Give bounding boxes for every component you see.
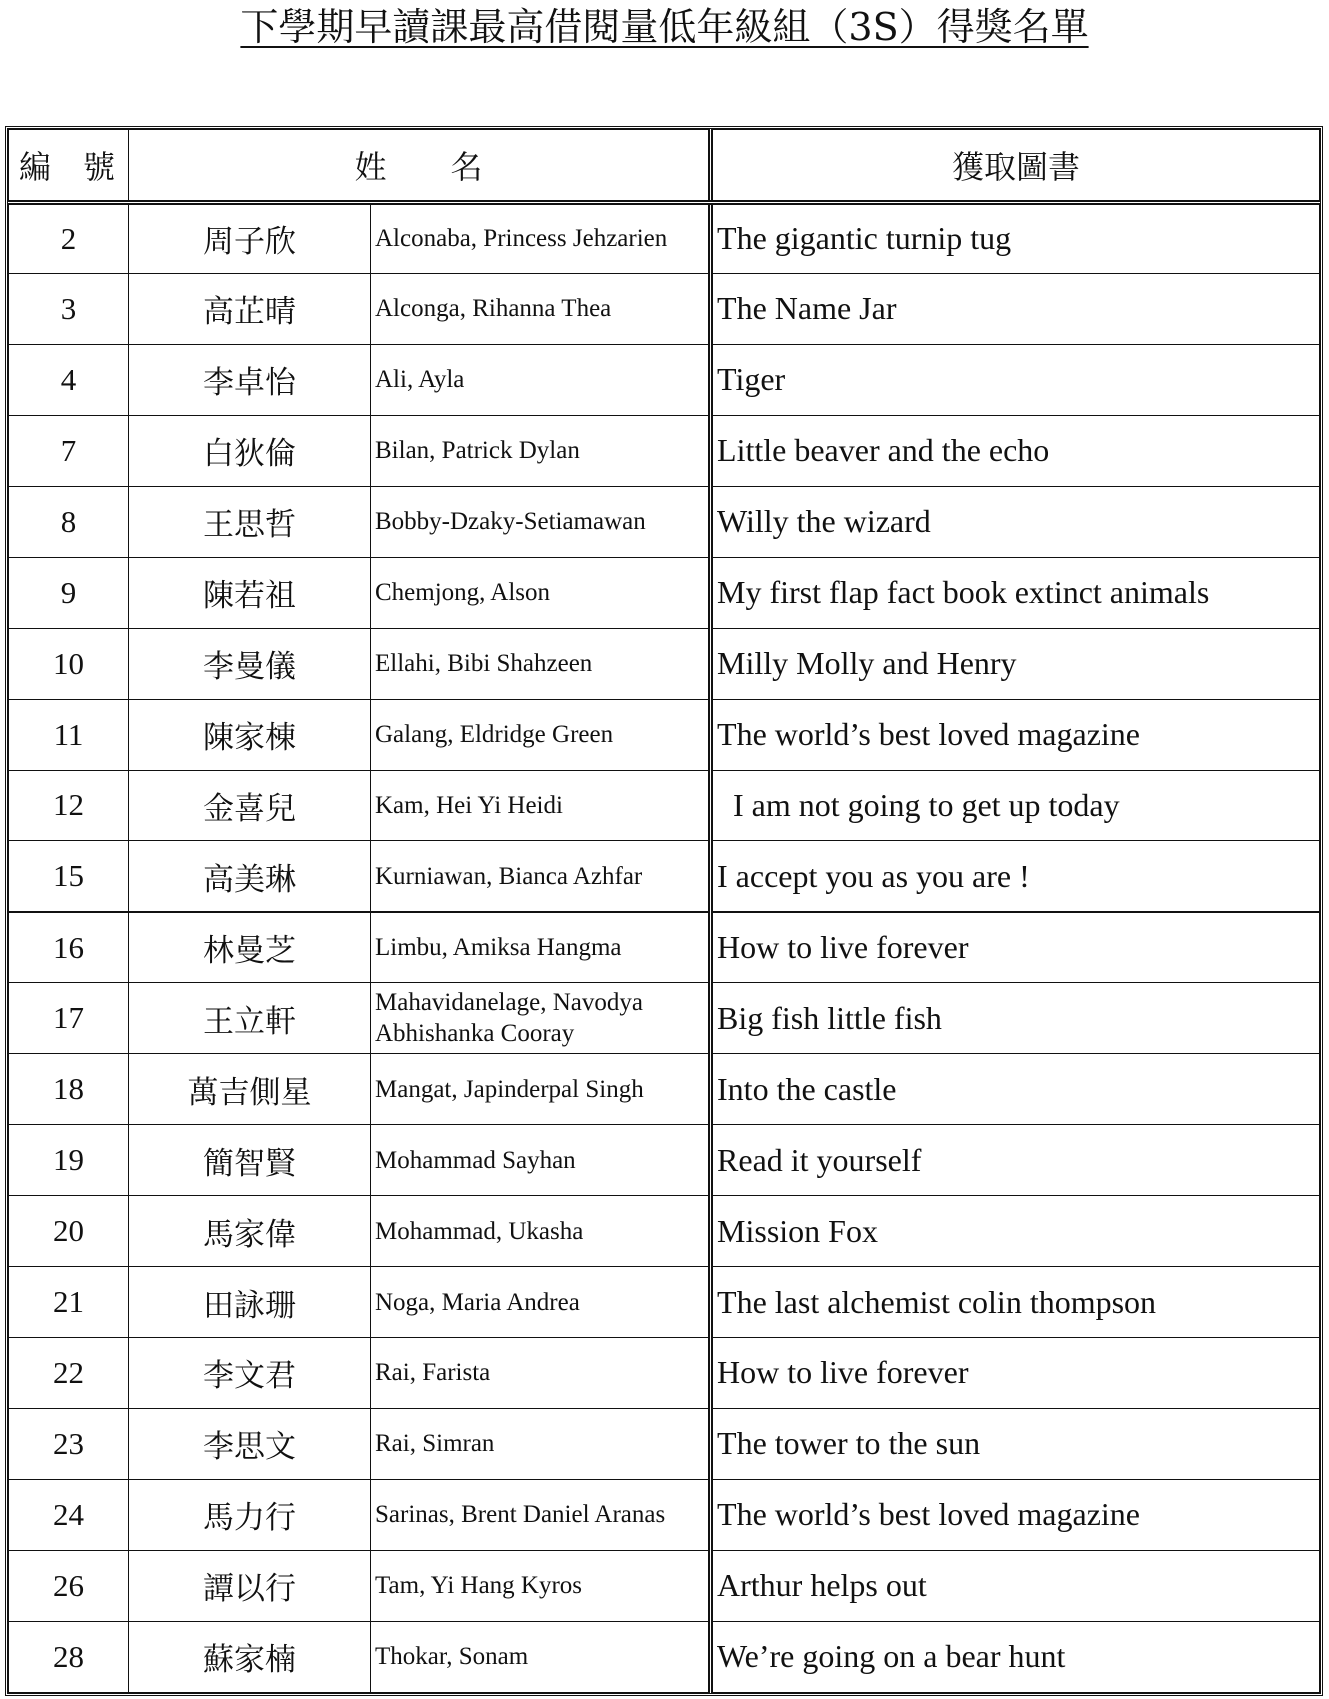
student-number: 7 [9, 415, 129, 486]
student-number: 18 [9, 1054, 129, 1125]
table-row [9, 1479, 1320, 1550]
student-chinese-name: 李卓怡 [129, 344, 371, 415]
student-number: 15 [9, 841, 129, 912]
table-row [9, 486, 1320, 557]
page-title-text: 下學期早讀課最高借閱量低年級組（3S）得獎名單 [240, 5, 1089, 49]
student-number: 3 [9, 273, 129, 344]
book-title: Little beaver and the echo [711, 415, 1320, 486]
table-row [9, 273, 1320, 344]
book-title: I accept you as you are ! [711, 841, 1320, 912]
student-english-name: Bobby-Dzaky-Setiamawan [371, 486, 711, 557]
student-english-name: Thokar, Sonam [371, 1621, 711, 1692]
table-row [9, 1196, 1320, 1267]
student-number: 24 [9, 1479, 129, 1550]
student-number: 23 [9, 1408, 129, 1479]
table-row [9, 770, 1320, 841]
student-english-name: Mahavidanelage, Navodya Abhishanka Cooray [371, 983, 711, 1054]
student-number: 12 [9, 770, 129, 841]
book-title: How to live forever [711, 1338, 1320, 1409]
student-number: 8 [9, 486, 129, 557]
student-english-name: Rai, Farista [371, 1338, 711, 1409]
student-english-name: Alconga, Rihanna Thea [371, 273, 711, 344]
book-title: Arthur helps out [711, 1550, 1320, 1621]
page-title [0, 2, 1329, 52]
student-chinese-name: 金喜兒 [129, 770, 371, 841]
student-chinese-name: 李文君 [129, 1338, 371, 1409]
student-number: 22 [9, 1338, 129, 1409]
student-chinese-name: 馬力行 [129, 1479, 371, 1550]
book-title: Mission Fox [711, 1196, 1320, 1267]
table-row [9, 1338, 1320, 1409]
student-english-name: Kurniawan, Bianca Azhfar [371, 841, 711, 912]
book-title: The world’s best loved magazine [711, 699, 1320, 770]
student-number: 19 [9, 1125, 129, 1196]
student-chinese-name: 簡智賢 [129, 1125, 371, 1196]
student-number: 11 [9, 699, 129, 770]
student-chinese-name: 周子欣 [129, 203, 371, 274]
student-english-name: Sarinas, Brent Daniel Aranas [371, 1479, 711, 1550]
book-title: We’re going on a bear hunt [711, 1621, 1320, 1692]
table-row [9, 557, 1320, 628]
book-title: Into the castle [711, 1054, 1320, 1125]
book-title: I am not going to get up today [711, 770, 1320, 841]
student-english-name: Alconaba, Princess Jehzarien [371, 203, 711, 274]
student-number: 21 [9, 1267, 129, 1338]
table-row [9, 628, 1320, 699]
student-number: 26 [9, 1550, 129, 1621]
student-english-name: Bilan, Patrick Dylan [371, 415, 711, 486]
student-chinese-name: 高美琳 [129, 841, 371, 912]
award-table [8, 129, 1320, 1693]
student-chinese-name: 萬吉側星 [129, 1054, 371, 1125]
book-title: The world’s best loved magazine [711, 1479, 1320, 1550]
table-row [9, 344, 1320, 415]
book-title: The Name Jar [711, 273, 1320, 344]
student-chinese-name: 陳若祖 [129, 557, 371, 628]
book-title: The last alchemist colin thompson [711, 1267, 1320, 1338]
book-title: Willy the wizard [711, 486, 1320, 557]
student-english-name: Ali, Ayla [371, 344, 711, 415]
table-row [9, 1408, 1320, 1479]
table-row [9, 1550, 1320, 1621]
student-chinese-name: 李曼儀 [129, 628, 371, 699]
student-english-name: Noga, Maria Andrea [371, 1267, 711, 1338]
table-row [9, 203, 1320, 274]
student-chinese-name: 馬家偉 [129, 1196, 371, 1267]
table-row [9, 912, 1320, 983]
student-number: 4 [9, 344, 129, 415]
table-header-row [9, 130, 1320, 203]
student-number: 10 [9, 628, 129, 699]
book-title: Milly Molly and Henry [711, 628, 1320, 699]
student-english-name: Galang, Eldridge Green [371, 699, 711, 770]
student-english-name: Rai, Simran [371, 1408, 711, 1479]
book-title: Read it yourself [711, 1125, 1320, 1196]
student-english-name: Kam, Hei Yi Heidi [371, 770, 711, 841]
student-number: 17 [9, 983, 129, 1054]
table-row [9, 415, 1320, 486]
table-row [9, 699, 1320, 770]
student-number: 20 [9, 1196, 129, 1267]
table-row [9, 1054, 1320, 1125]
student-chinese-name: 王立軒 [129, 983, 371, 1054]
student-chinese-name: 陳家棟 [129, 699, 371, 770]
student-english-name: Mangat, Japinderpal Singh [371, 1054, 711, 1125]
student-chinese-name: 高芷晴 [129, 273, 371, 344]
student-chinese-name: 李思文 [129, 1408, 371, 1479]
book-title: The gigantic turnip tug [711, 203, 1320, 274]
student-english-name: Mohammad Sayhan [371, 1125, 711, 1196]
student-chinese-name: 譚以行 [129, 1550, 371, 1621]
student-chinese-name: 林曼芝 [129, 912, 371, 983]
student-english-name: Limbu, Amiksa Hangma [371, 912, 711, 983]
header-name: 姓 名 [129, 130, 711, 203]
table-row [9, 841, 1320, 912]
student-chinese-name: 田詠珊 [129, 1267, 371, 1338]
student-number: 9 [9, 557, 129, 628]
student-chinese-name: 白狄倫 [129, 415, 371, 486]
table-row [9, 1621, 1320, 1692]
student-english-name: Chemjong, Alson [371, 557, 711, 628]
student-number: 2 [9, 203, 129, 274]
student-english-name: Tam, Yi Hang Kyros [371, 1550, 711, 1621]
header-book: 獲取圖書 [711, 130, 1320, 203]
book-title: My first flap fact book extinct animals [711, 557, 1320, 628]
student-number: 28 [9, 1621, 129, 1692]
student-english-name: Mohammad, Ukasha [371, 1196, 711, 1267]
book-title: How to live forever [711, 912, 1320, 983]
student-chinese-name: 王思哲 [129, 486, 371, 557]
book-title: Tiger [711, 344, 1320, 415]
table-row [9, 1267, 1320, 1338]
student-number: 16 [9, 912, 129, 983]
award-list-table [5, 126, 1323, 1696]
table-row [9, 1125, 1320, 1196]
student-english-name: Ellahi, Bibi Shahzeen [371, 628, 711, 699]
table-row [9, 983, 1320, 1054]
table-body [9, 203, 1320, 1693]
header-number: 編 號 [9, 130, 129, 203]
student-chinese-name: 蘇家楠 [129, 1621, 371, 1692]
book-title: Big fish little fish [711, 983, 1320, 1054]
book-title: The tower to the sun [711, 1408, 1320, 1479]
